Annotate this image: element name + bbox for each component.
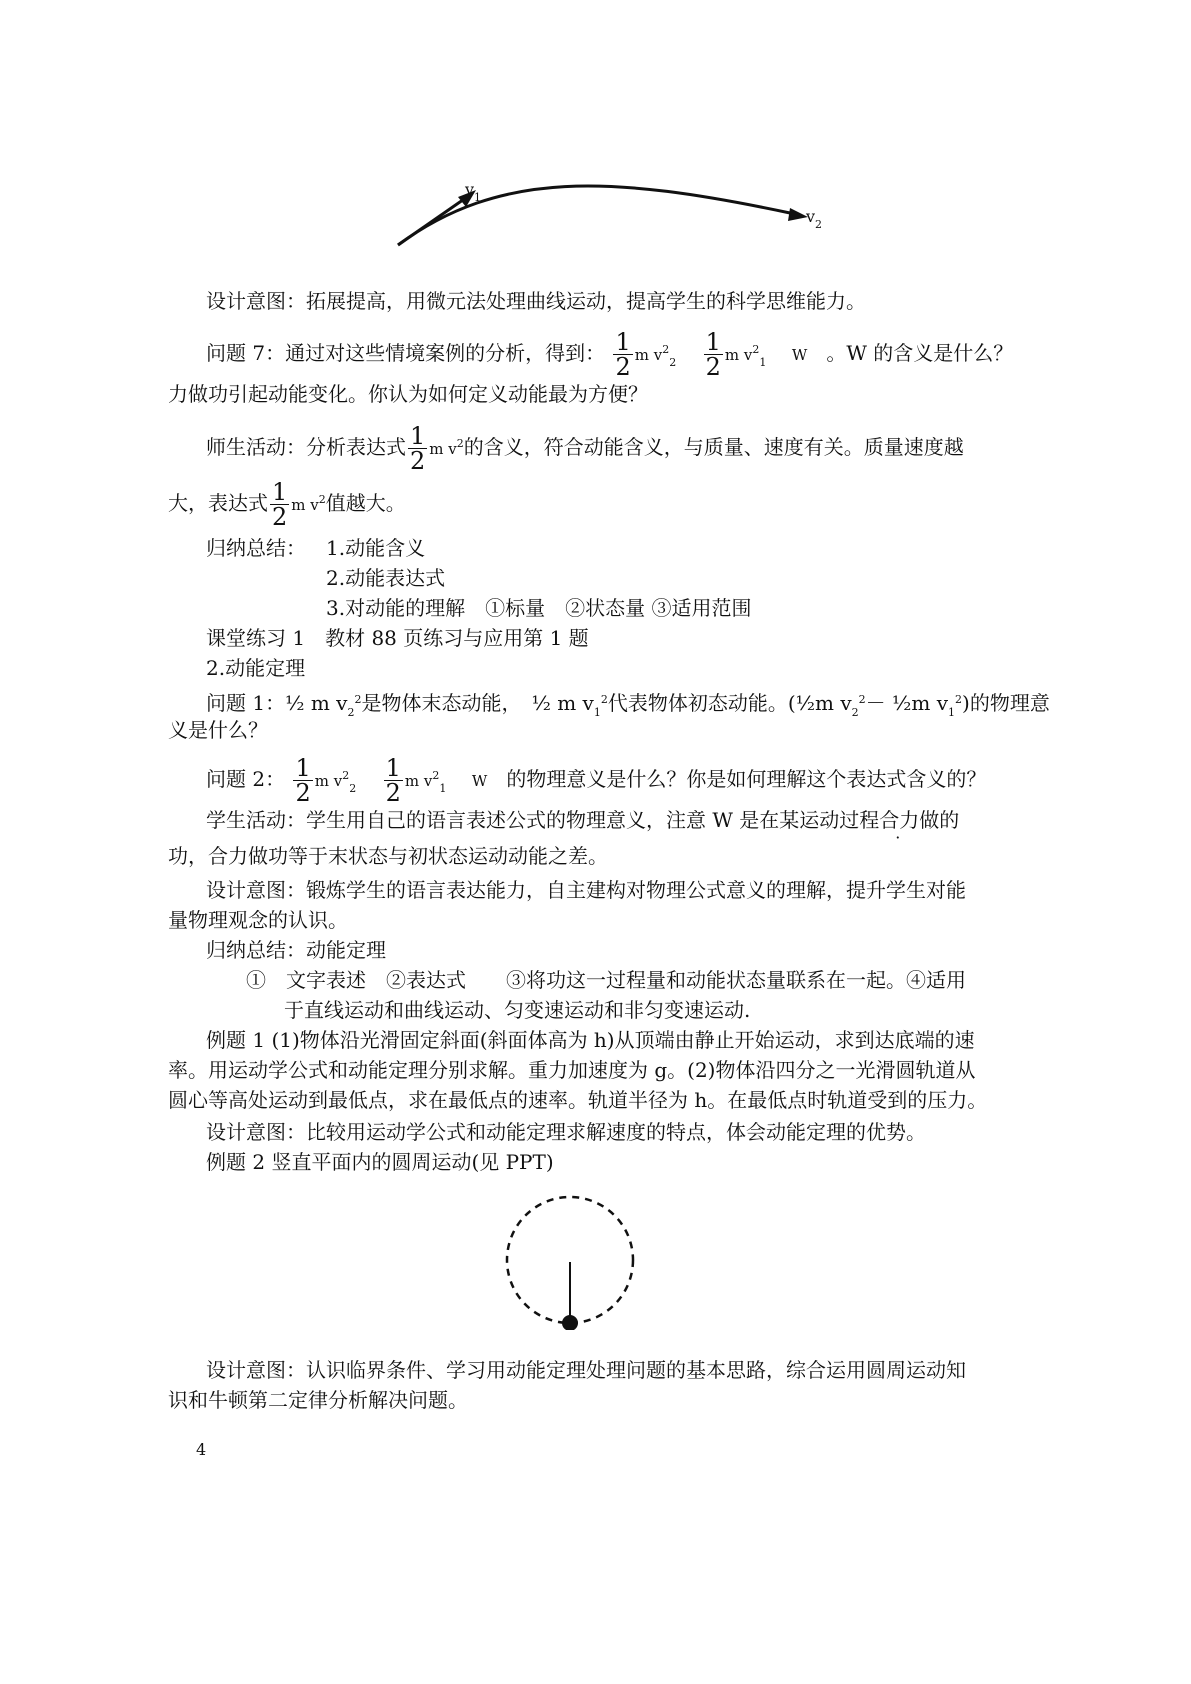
example-2: 例题 2 竖直平面内的圆周运动(见 PPT) [206, 1150, 554, 1174]
question-7: 问题 7：通过对这些情境案例的分析，得到： $\frac{1}{2}$ m $v^2_2$ $\frac{1}{2}$ m $v^2_1$ W 。W 的含义是什么？ [206, 328, 1014, 381]
example-1-continuation: 圆心等高处运动到最低点，求在最低点的速率。轨道半径为 h。在最低点时轨道受到的压力。 [168, 1088, 988, 1112]
design-intent-2: 设计意图：锻炼学生的语言表达能力，自主建构对物理公式意义的理解，提升学生对能 [206, 878, 966, 902]
question-1-continuation: 义是什么？ [168, 718, 268, 742]
student-activity-continuation: 功，合力做功等于末状态与初状态运动动能之差。 [168, 844, 608, 868]
fraction-half: $\frac{1}{2}$ [705, 328, 721, 381]
q7-continuation: 力做功引起动能变化。你认为如何定义动能最为方便？ [168, 382, 648, 406]
design-intent-4: 设计意图：认识临界条件、学习用动能定理处理问题的基本思路，综合运用圆周运动知 [206, 1358, 966, 1382]
question-2: 问题 2： $\frac{1}{2}$ m $v^2_2$ $\frac{1}{2}$ m $v^2_1$ W 的物理意义是什么？你是如何理解这个表达式含义的？ [206, 754, 987, 807]
summary-item-3: 3.对动能的理解 ①标量 ②状态量 ③适用范围 [326, 596, 752, 620]
v2-label: $v_2$ [806, 207, 823, 231]
summary-2-heading: 归纳总结：动能定理 [206, 938, 386, 962]
student-activity: 学生活动：学生用自己的语言表述公式的物理意义，注意 W 是在某运动过程合力做的 [206, 808, 960, 832]
summary-2-line: 于直线运动和曲线运动、匀变速运动和非匀变速运动. [284, 998, 751, 1022]
question-1: 问题 1：½ m $v_2^2$是物体末态动能， ½ m $v_1^2$代表物体初态动能。(½m $v_2^2-$ ½m $v_1^2$)的物理意 [206, 691, 1050, 719]
page-number: 4 [196, 1440, 207, 1459]
summary-label: 归纳总结： [206, 536, 306, 560]
design-intent-1: 设计意图：拓展提高，用微元法处理曲线运动，提高学生的科学思维能力。 [206, 289, 866, 313]
vertical-circle-figure [500, 1190, 640, 1330]
summary-2-line: ① 文字表述 ②表达式 ③将功这一过程量和动能状态量联系在一起。④适用 [246, 968, 966, 992]
example-1-continuation: 率。用运动学公式和动能定理分别求解。重力加速度为 g。(2)物体沿四分之一光滑圆轨道从 [168, 1058, 976, 1082]
activity-continuation: 大，表达式 $\frac{1}{2}$ m $v^2$值越大。 [168, 478, 406, 531]
design-intent-3: 设计意图：比较用运动学公式和动能定理求解速度的特点，体会动能定理的优势。 [206, 1120, 926, 1144]
teacher-student-activity: 师生活动：分析表达式 $\frac{1}{2}$ m $v^2$的含义，符合动能含义，与质量、速度有关。质量速度越 [206, 422, 964, 475]
summary-item-1: 1.动能含义 [326, 536, 426, 560]
example-1: 例题 1 (1)物体沿光滑固定斜面(斜面体高为 h)从顶端由静止开始运动，求到达底端的速 [206, 1028, 975, 1052]
design-intent-2-continuation: 量物理观念的认识。 [168, 908, 348, 932]
summary-item-2: 2.动能表达式 [326, 566, 446, 590]
fraction-half: $\frac{1}{2}$ [615, 328, 631, 381]
classroom-exercise: 课堂练习 1 教材 88 页练习与应用第 1 题 [206, 626, 589, 650]
design-intent-4-continuation: 识和牛顿第二定律分析解决问题。 [168, 1388, 468, 1412]
section-heading: 2.动能定理 [206, 656, 306, 680]
v1-label: $v_1$ [465, 180, 482, 204]
